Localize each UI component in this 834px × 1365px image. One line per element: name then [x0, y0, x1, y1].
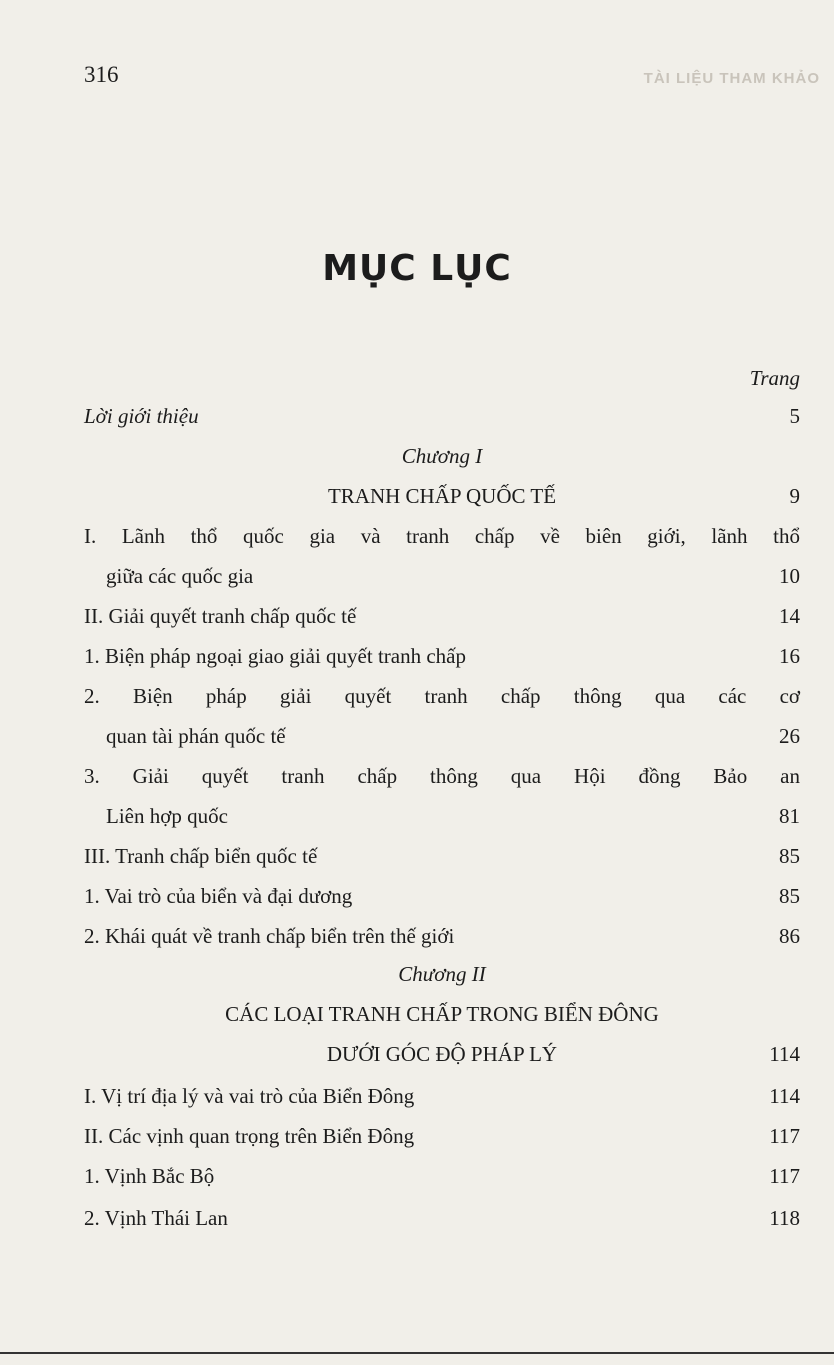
toc-entry: [84, 1164, 800, 1196]
toc-entry-text: Liên hợp quốc: [106, 804, 228, 828]
toc-entry-text: 1. Vai trò của biển và đại dương: [84, 884, 353, 908]
toc-entry: [84, 724, 800, 756]
toc-entry: [84, 1124, 800, 1156]
running-header: TÀI LIỆU THAM KHẢO: [643, 70, 820, 87]
bottom-rule: [0, 1352, 834, 1354]
toc-entry: [84, 1084, 800, 1116]
toc-entry: [84, 924, 800, 956]
page-number: 316: [84, 62, 119, 87]
toc-entry-page: 5: [789, 404, 800, 428]
toc-entry-page: 9: [789, 484, 800, 508]
toc-entry-page: 85: [779, 844, 800, 868]
toc-entry-page: 10: [779, 564, 800, 588]
toc-entry-page: 81: [779, 804, 800, 828]
toc-entry-page: 118: [769, 1206, 800, 1230]
toc-entry: [84, 604, 800, 636]
column-header: Trang: [749, 366, 800, 390]
toc-entry: [84, 844, 800, 876]
toc-entry-page: 86: [779, 924, 800, 948]
toc-entry-page: 26: [779, 724, 800, 748]
toc-entry: [84, 1206, 800, 1238]
chapter-title: DƯỚI GÓC ĐỘ PHÁP LÝ 114: [326, 1042, 800, 1066]
toc-entry-line: 3. Giải quyết tranh chấp thông qua Hội đồng Bảo an: [84, 764, 800, 788]
toc-entry-text: 1. Vịnh Bắc Bộ: [84, 1164, 215, 1188]
chapter-label: Chương II: [398, 962, 486, 986]
toc-entry-text: 2. Vịnh Thái Lan: [84, 1206, 228, 1230]
toc-entry-text: giữa các quốc gia: [106, 564, 254, 588]
chapter-title: CÁC LOẠI TRANH CHẤP TRONG BIỂN ĐÔNG: [225, 1002, 659, 1026]
toc-entry-text: 2. Khái quát về tranh chấp biển trên thế giới: [84, 924, 455, 948]
toc-entry-page: 117: [769, 1124, 800, 1148]
toc-entry: [84, 564, 800, 596]
toc-entry: [84, 884, 800, 916]
toc-entry-text: III. Tranh chấp biển quốc tế: [84, 844, 318, 868]
toc-entry-line: 2. Biện pháp giải quyết tranh chấp thông qua các cơ: [84, 684, 800, 708]
toc-entry-page: 14: [779, 604, 800, 628]
toc-entry-text: Lời giới thiệu: [84, 404, 199, 428]
toc-entry-line: I. Lãnh thổ quốc gia và tranh chấp về biên giới, lãnh thổ: [84, 524, 800, 548]
toc-entry-text: II. Giải quyết tranh chấp quốc tế: [84, 604, 357, 628]
toc-entry-text: II. Các vịnh quan trọng trên Biển Đông: [84, 1124, 415, 1148]
toc-entry-text: 1. Biện pháp ngoại giao giải quyết tranh chấp: [84, 644, 466, 668]
page-title: MỤC LỤC: [322, 248, 512, 289]
toc-entry: [84, 804, 800, 836]
toc-entry-page: 16: [779, 644, 800, 668]
toc-entry-text: quan tài phán quốc tế: [106, 724, 286, 748]
toc-entry-page: 117: [769, 1164, 800, 1188]
chapter-label: Chương I: [401, 444, 483, 468]
toc-entry-text: I. Vị trí địa lý và vai trò của Biển Đông: [84, 1084, 415, 1108]
toc-entry-page: 114: [769, 1084, 800, 1108]
chapter-title: TRANH CHẤP QUỐC TẾ 9: [327, 484, 800, 508]
toc-entry-page: 85: [779, 884, 800, 908]
toc-entry-loi-gioi-thieu: [84, 404, 800, 436]
toc-entry-page: 114: [769, 1042, 800, 1066]
toc-entry: [84, 644, 800, 676]
